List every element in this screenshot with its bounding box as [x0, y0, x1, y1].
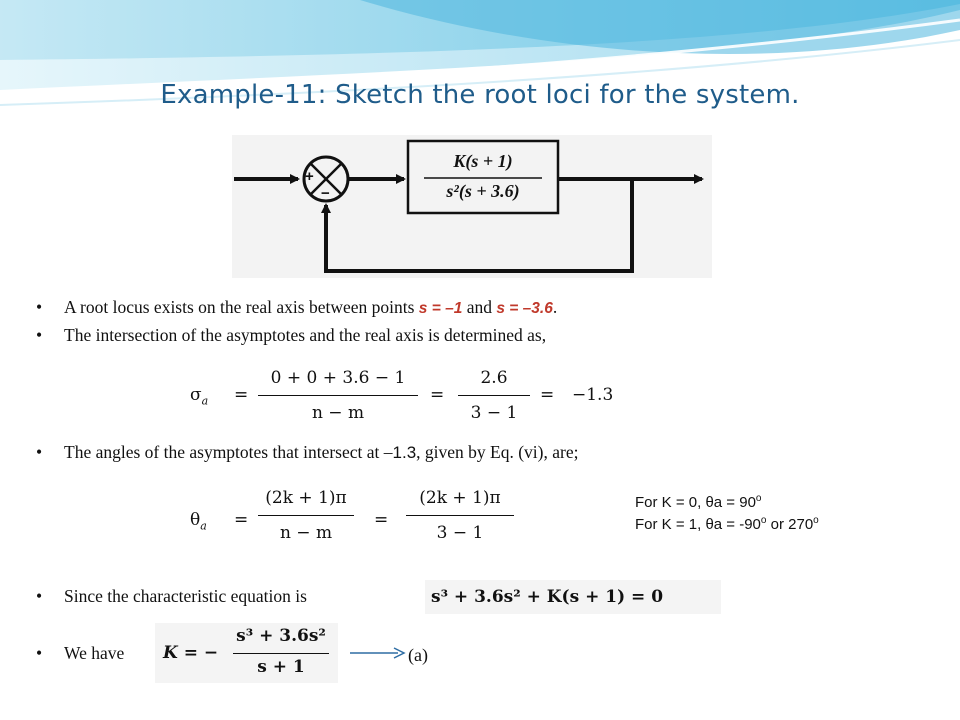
- transfer-denominator: s²(s + 3.6): [446, 181, 520, 201]
- bullet-2-text: The intersection of the asymptotes and the real axis is determined as,: [64, 325, 547, 345]
- note-k-zero: For K = 0, $\theta a = 90^o$: [635, 493, 762, 511]
- sigma-f2-den: 3 − 1: [470, 403, 518, 423]
- point-s-neg3-6: s = –3.6: [496, 300, 553, 317]
- sigma-eq2: =: [430, 385, 445, 405]
- bullet-dot: •: [36, 586, 43, 606]
- bullet-text: [64, 297, 557, 318]
- theta-eq1: =: [234, 510, 249, 530]
- bullet-3-end: , given by Eq. (vi), are;: [416, 442, 579, 462]
- sigma-fraction-2: [458, 368, 530, 423]
- theta-f1-den: n − m: [279, 523, 333, 543]
- bullet-1-end: .: [552, 297, 558, 317]
- equation-label-a: (a): [408, 645, 428, 665]
- block-diagram: [232, 135, 712, 278]
- sigma-eq3: =: [540, 385, 555, 405]
- sigma-f1-num: 0 + 0 + 3.6 − 1: [270, 368, 406, 388]
- theta-eq2: =: [374, 510, 389, 530]
- asymptote-intersection-value: 1.3: [392, 443, 417, 462]
- bullet-3-main: The angles of the asymptotes that intersect at –: [64, 442, 393, 462]
- sigma-eq1: =: [234, 385, 249, 405]
- bullet-1-and: and: [466, 297, 492, 317]
- theta-lhs: $\theta_a$: [190, 510, 207, 533]
- theta-f2-den: 3 − 1: [436, 523, 484, 543]
- arrow-right-icon: [350, 646, 406, 660]
- page-title: Example-11: Sketch the root loci for the system.: [160, 80, 800, 110]
- bullet-dot: •: [36, 325, 43, 345]
- theta-fraction-1: [258, 488, 354, 543]
- theta-f1-num: (2k + 1)π: [265, 488, 347, 508]
- sigma-result: −1.3: [572, 385, 614, 405]
- theta-fraction-2: [406, 488, 514, 543]
- bullet-dot: •: [36, 643, 43, 663]
- k-eq-lhs: K = −: [163, 643, 219, 663]
- k-eq-den: s + 1: [257, 657, 305, 677]
- point-s-neg1: s = –1: [418, 300, 463, 317]
- k-equation: [155, 623, 338, 683]
- theta-f2-num: (2k + 1)π: [419, 488, 501, 508]
- bullet-3-text: [64, 442, 578, 463]
- sum-minus-sign: −: [321, 185, 330, 202]
- k-eq-num: s³ + 3.6s²: [236, 626, 326, 646]
- bullet-1-text: A root locus exists on the real axis between points: [64, 297, 415, 317]
- sigma-f2-num: 2.6: [480, 368, 508, 388]
- transfer-numerator: K(s + 1): [453, 151, 513, 171]
- sum-plus-sign: +: [305, 168, 314, 185]
- sigma-fraction-1: [258, 368, 418, 423]
- sigma-f1-den: n − m: [311, 403, 365, 423]
- bullet-dot: •: [36, 442, 43, 462]
- header-swoosh-decoration: [0, 0, 960, 130]
- bullet-4-text: Since the characteristic equation is: [64, 586, 307, 606]
- characteristic-equation: s³ + 3.6s² + K(s + 1) = 0: [425, 580, 721, 614]
- bullet-dot: •: [36, 297, 43, 317]
- bullet-5-text: We have: [64, 643, 125, 663]
- sigma-lhs: $\sigma_a$: [190, 385, 209, 408]
- note-k-one: For K = 1, $\theta a = -90^o$ or 270$^o$: [635, 515, 819, 533]
